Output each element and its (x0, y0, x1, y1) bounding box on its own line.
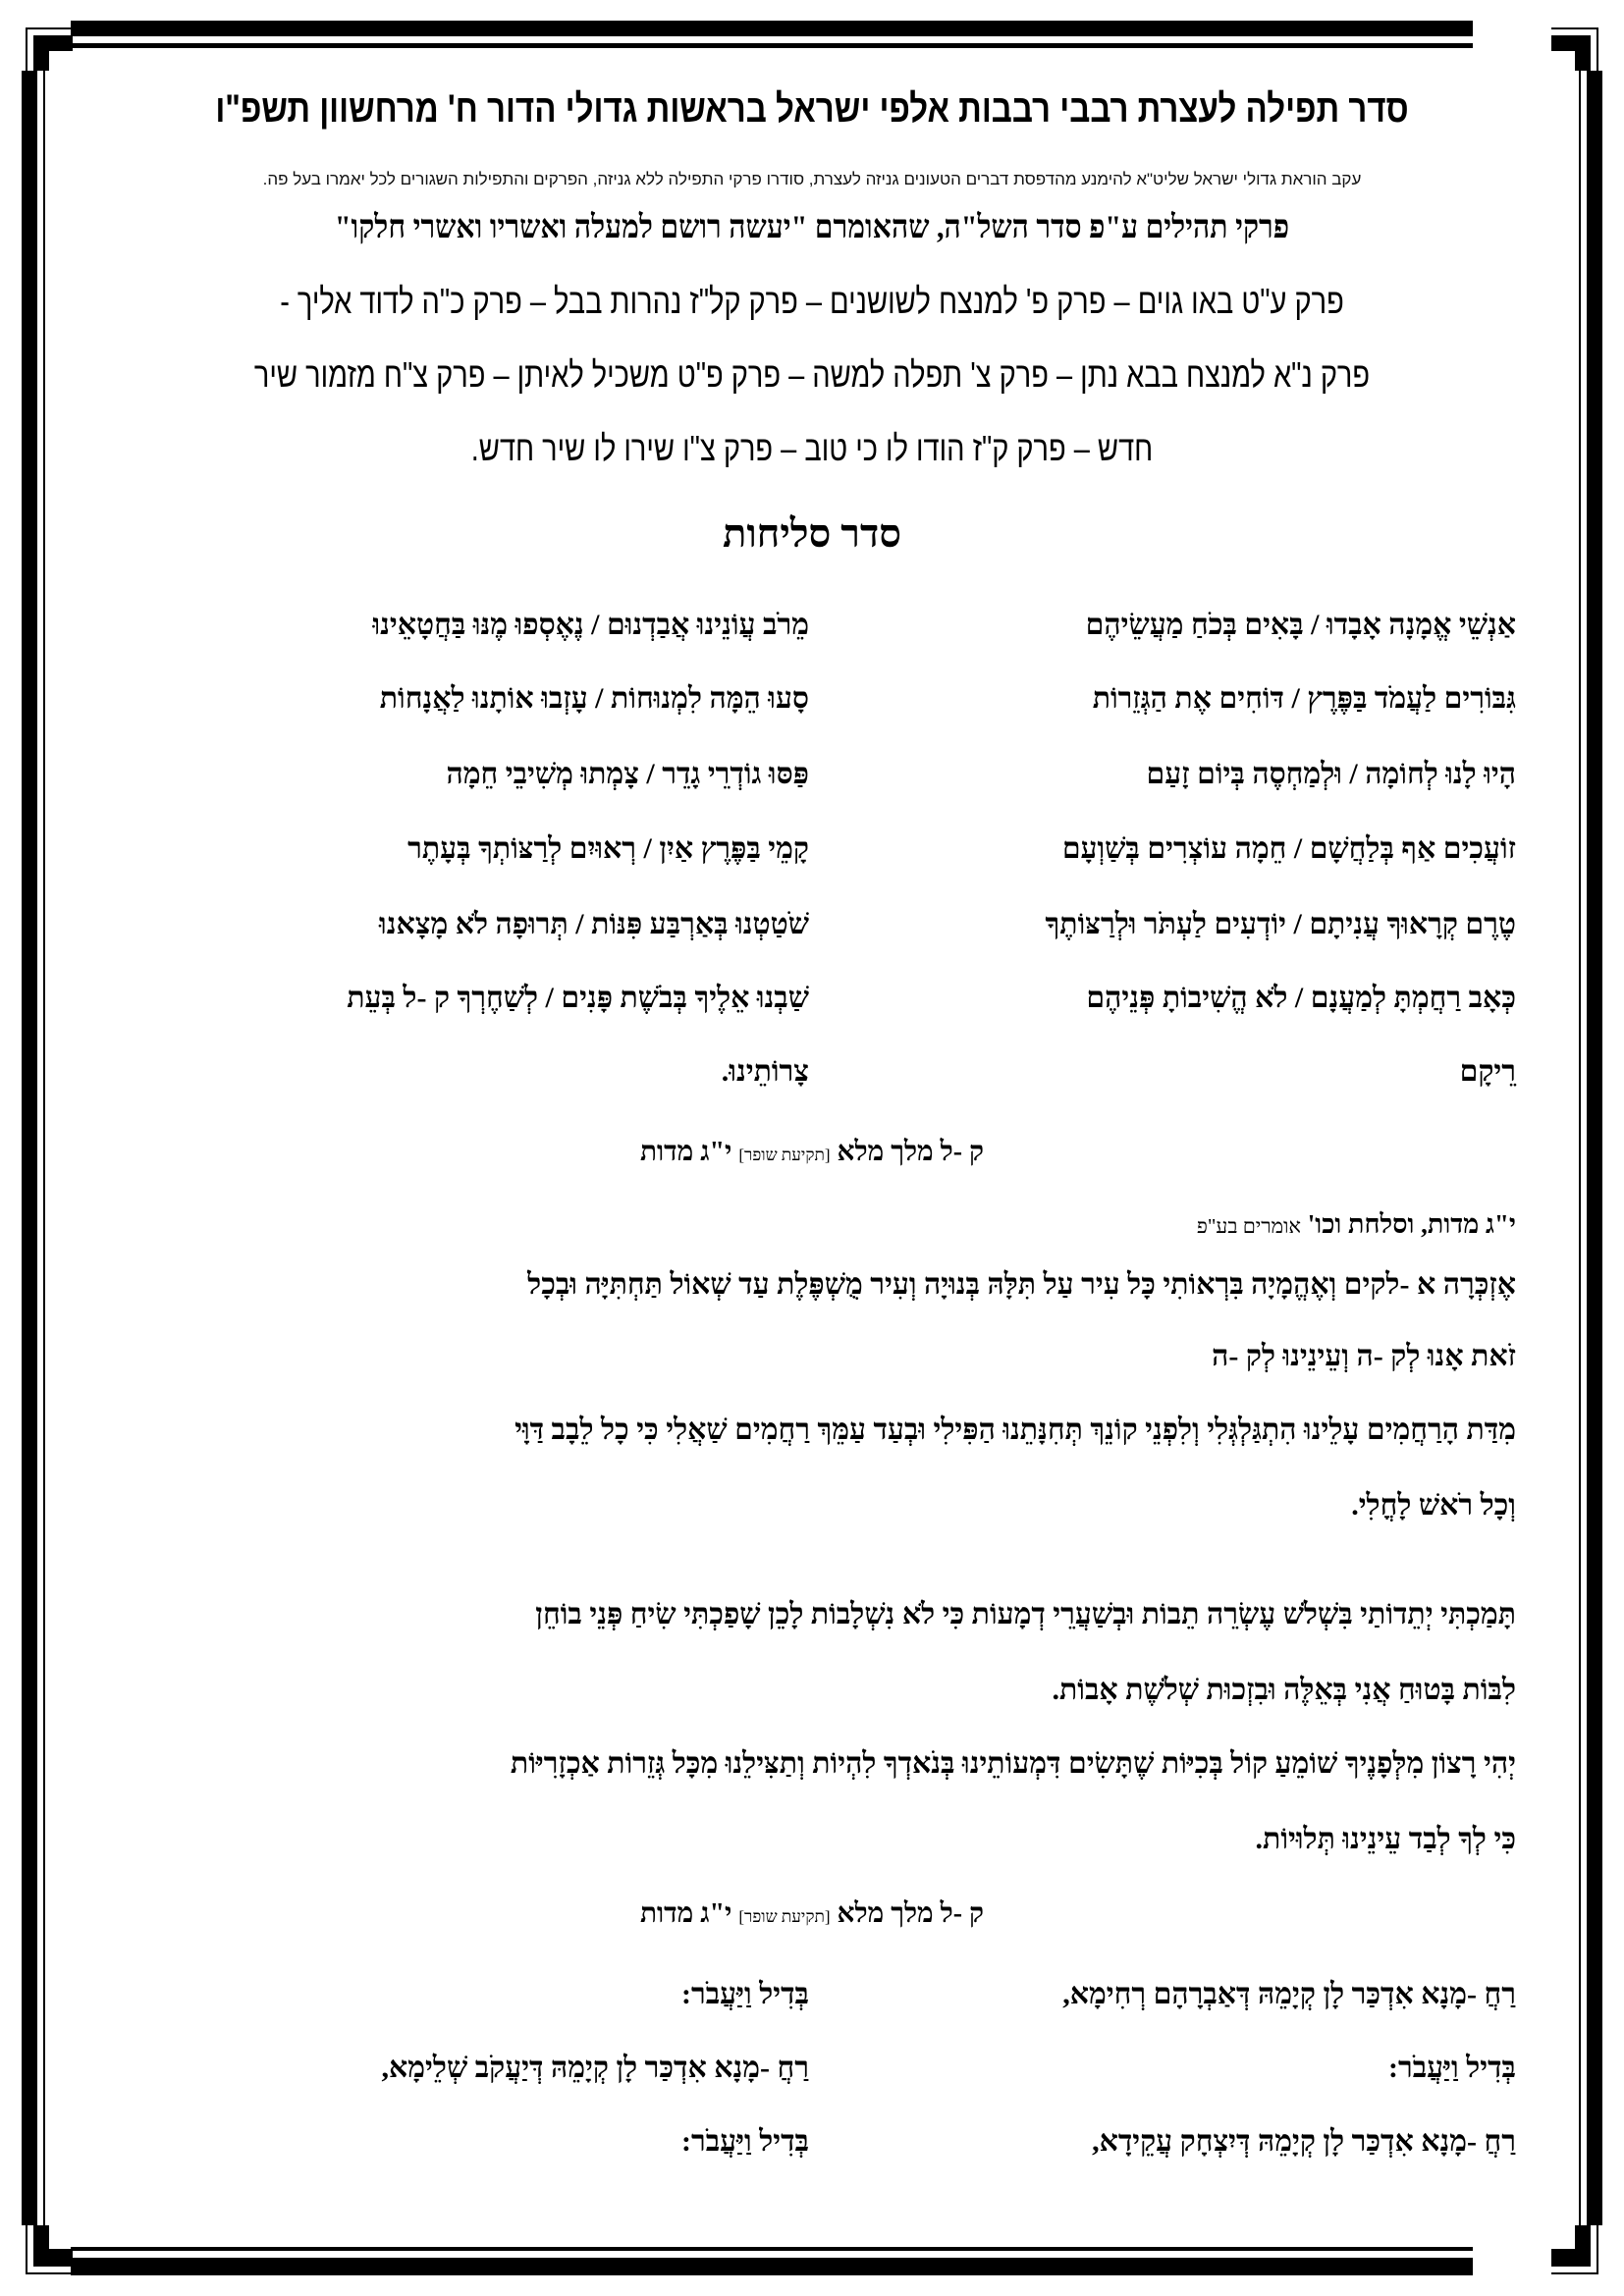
stanza-left: שַׁבְנוּ אֵלֶיךָ בְּבֹשֶׁת פָּנִים / לְשַׁחֶרְךָ ק -ל בְּעֵת (347, 982, 809, 1014)
intro-line (98, 1209, 1516, 1240)
paragraph-line: כִּי לְךָ לְבַד עֵינֵינוּ תְּלוּיוֹת. (1255, 1823, 1516, 1855)
frame-right-thick (1587, 71, 1602, 2225)
frame-corner-bottom-left (26, 2225, 65, 2265)
paragraph-line: זֹאת אָנוּ לְק -ה וְעֵינֵינוּ לְק -ה (1212, 1340, 1516, 1372)
stanza-left: מֵרֹב עֲוֹנֵינוּ אֲבַדְנוּם / נֶאֶסְפוּ מֶנּוּ בַּחֲטָאֵינוּ (372, 609, 809, 641)
rachamana-row (98, 1978, 1526, 2027)
stanza-left: צָרוֹתֵינוּ. (721, 1055, 809, 1088)
shofar-note: [תקיעת שופר] (738, 1907, 831, 1926)
rachamana-right: בְּדִיל וַיַּעֲבֹר: (1388, 2052, 1516, 2084)
stanza-left: פַּסּוּ גוֹדְרֵי גָדֵר / צָמְתוּ מְשִׁיבֵי חֵמָה (446, 758, 809, 790)
stanza-row (98, 982, 1526, 1031)
paragraph-line: תָּמַכְתִּי יְתֵדוֹתַי בִּשְׁלֹשׁ עֶשְׂרֵה תֵבוֹת וּבְשַׁעֲרֵי דְמָעוֹת כִּי לֹא נִשְׁלָבוֹת לָכֵן שָׁפַכְתִּי שִׂיחַ פְּנֵי בוֹחֵן (535, 1598, 1516, 1630)
stanza-row (98, 758, 1526, 807)
frame-corner-bottom-right (1559, 2225, 1598, 2265)
frame-right-thin (1579, 71, 1581, 2225)
stanza-right: רֵיקָם (1459, 1055, 1516, 1088)
rachamana-left: בְּדִיל וַיַּעֲבֹר: (681, 1978, 809, 2010)
stanza-right: הָיוּ לָנוּ לְחוֹמָה / וּלְמַחְסֶה בְּיוֹם זָעַם (1146, 758, 1516, 790)
stanza-right: טֶרֶם קְרָאוּךָ עֲנִיתָם / יוֹדְעִים לַעְתֹּר וּלְרַצּוֹתֶךָ (1045, 908, 1516, 940)
thirteen-attributes: י"ג מדות (639, 1137, 732, 1167)
frame-left-thick (22, 71, 37, 2225)
stanza-right: כְּאָב רַחֲמְתָּ לְמַעֲנָם / לֹא הֱשִׁיבוֹתָ פְּנֵיהֶם (1086, 982, 1516, 1014)
rachamana-row (98, 2125, 1526, 2174)
frame-corner-top-right (1559, 27, 1598, 67)
psalms-heading: פרקי תהילים ע"פ סדר השל"ה, שהאומרם "יעשה רושם למעלה ואשריו ואשרי חלקו" (334, 209, 1290, 245)
stanza-right: אַנְשֵׁי אֱמָנָה אָבָדוּ / בָּאִים בְּכֹחַ מַעֲשֵׂיהֶם (1085, 609, 1516, 641)
psalms-line-1: פרק ע"ט באו גוים – פרק פ' למנצח לשושנים – פרק קל"ז נהרות בבל – פרק כ"ה לדוד אליך - (280, 282, 1344, 322)
rachamana-left: בְּדִיל וַיַּעֲבֹר: (681, 2125, 809, 2158)
stanza-right: גִּבּוֹרִים לַעֲמֹד בַּפֶּרֶץ / דּוֹחִים אֶת הַגְּזֵרוֹת (1092, 682, 1516, 715)
shofar-note: [תקיעת שופר] (738, 1146, 831, 1164)
stanza-right: זוֹעֲכִים אַף בְּלַחֲשָׁם / חֵמָה עוֹצְרִים בְּשַׁוְעָם (1061, 832, 1516, 865)
rachamana-right: רַחֲ -מָנָא אִדְכַּר לָן קְיָמֵהּ דְּיִצְחָק עֲקֵידָא, (1092, 2125, 1516, 2158)
kel-melech-line-2 (98, 1898, 1526, 1930)
frame-bottom-thick (71, 2258, 1473, 2275)
rachamana-left: רַחֲ -מָנָא אִדְכַּר לָן קְיָמֵהּ דְּיַעֲקֹב שְׁלֵימָא, (381, 2052, 809, 2084)
paragraph-line: מִדַּת הָרַחֲמִים עָלֵינוּ הִתְגַּלְגְּלִי וְלִפְנֵי קוֹנֵךְ תְּחִנָּתֵנוּ הַפִּילִי וּבְעַד עַמֵּךְ רַחֲמִים שַׁאֲלִי כִּי כָל לֵבָב דַּוָּי (514, 1414, 1516, 1446)
document-title: סדר תפילה לעצרת רבבי רבבות אלפי ישראל בראשות גדולי הדור ח' מרחשוון תשפ"ו (215, 86, 1409, 131)
stanza-left: שֹׁטַטְנוּ בְּאַרְבַּע פִּנּוֹת / תְּרוּפָה לֹא מָצָאנוּ (379, 908, 809, 940)
kel-melech-line (98, 1137, 1526, 1168)
psalms-line-3: חדש – פרק ק"ז הודו לו כי טוב – פרק צ"ו שירו לו שיר חדש. (470, 429, 1154, 469)
frame-top-thin (71, 43, 1473, 48)
paragraph-line: וְכָל רֹאשׁ לָחֳלִי. (1351, 1489, 1516, 1522)
paragraph-line: אֶזְכְּרָה א -לקים וְאֶהֱמָיָה בִּרְאוֹתִי כָּל עִיר עַל תִּלָּהּ בְּנוּיָה וְעִיר מֻשְׁפֶּלֶת עַד שְׁאוֹל תַּחְתִּיָּה וּבְכָל (527, 1268, 1516, 1301)
kel-melech-text: ק -ל מלך מלא (837, 1137, 985, 1167)
intro-note: אומרים בע"פ (1196, 1214, 1302, 1238)
selichot-title: סדר סליחות (723, 511, 901, 556)
rachamana-right: רַחֲ -מָנָא אִדְכַּר לָן קְיָמֵהּ דְּאַבְרָהָם רְחִימָא, (1062, 1978, 1516, 2010)
stanza-left: קָמֵי בַּפֶּרֶץ אַיִן / רְאוּיִם לְרַצּוֹתְךָ בְּעָתֶר (407, 832, 809, 865)
rachamana-row (98, 2052, 1526, 2101)
paragraph-line: יְהִי רָצוֹן מִלְּפָנֶיךָ שׁוֹמֵעַ קוֹל בְּכִיּוֹת שֶׁתָּשִׂים דִּמְעוֹתֵינוּ בְּנֹאדְךָ לִהְיוֹת וְתַצִּילֵנוּ מִכָּל גְּזֵרוֹת אַכְזָרִיּוֹת (510, 1747, 1516, 1780)
frame-corner-top-left (26, 27, 65, 67)
paragraph-line: לִבּוֹת בָּטוּחַ אֲנִי בְּאֵלֶּה וּבִזְכוּת שְׁלֹשֶׁת אָבוֹת. (1052, 1674, 1516, 1706)
psalms-line-2: פרק נ"א למנצח בבא נתן – פרק צ' תפלה למשה – פרק פ"ט משכיל לאיתן – פרק צ"ח מזמור שיר (253, 355, 1371, 396)
frame-top-thick (71, 21, 1473, 36)
stanza-row (98, 1055, 1526, 1104)
thirteen-attributes: י"ג מדות (639, 1898, 732, 1929)
instruction-note: עקב הוראת גדולי ישראל שליט"א להימנע מהדפסת דברים הטעונים גניזה לעצרת, סודרו פרקי התפילה ללא גניזה, הפרקים והתפילות השגורים לכל יאמרו בעל פה. (262, 170, 1362, 188)
kel-melech-text: ק -ל מלך מלא (837, 1898, 985, 1929)
stanza-row (98, 609, 1526, 658)
frame-bottom-thin (71, 2247, 1473, 2251)
stanza-row (98, 682, 1526, 731)
stanza-row (98, 908, 1526, 957)
stanza-left: סָעוּ הֵמָּה לִמְנוּחוֹת / עָזְבוּ אוֹתָנוּ לַאֲנָחוֹת (379, 682, 809, 715)
stanza-row (98, 832, 1526, 881)
intro-main: י"ג מדות, וסלחת וכו' (1307, 1209, 1516, 1239)
frame-left-thin (43, 71, 45, 2225)
